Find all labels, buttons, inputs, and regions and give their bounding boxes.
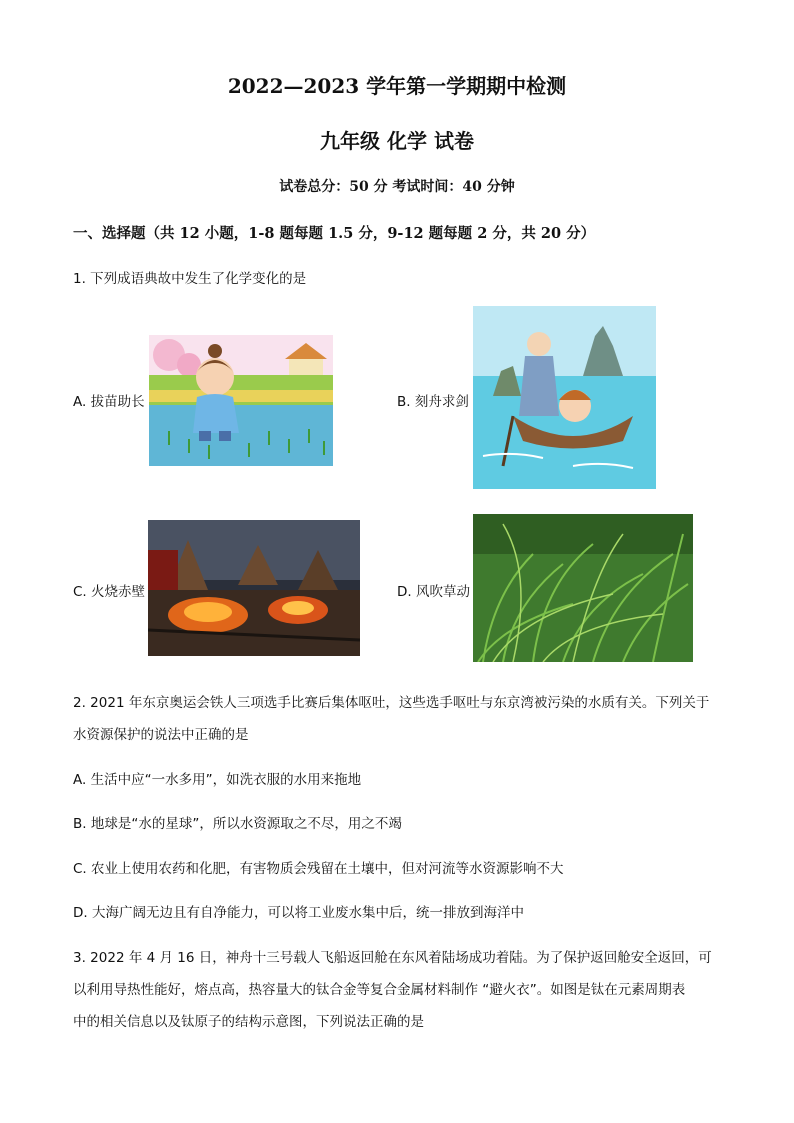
burning-ships-illustration bbox=[148, 520, 360, 656]
exam-info: 试卷总分：50 分 考试时间：40 分钟 bbox=[279, 179, 515, 195]
grass-photo bbox=[473, 514, 693, 662]
q3-stem-line2: 以利用导热性能好，熔点高，热容量大的钛合金等复合金属材料制作 “避火衣”。如图是钛在元素周期表 bbox=[73, 982, 686, 998]
section-heading: 一、选择题（共 12 小题，1-8 题每题 1.5 分，9-12 题每题 2 分，共 20 分） bbox=[73, 225, 596, 242]
boat-on-river-illustration bbox=[473, 306, 656, 489]
exam-subtitle: 九年级 化学 试卷 bbox=[320, 129, 474, 153]
q2-option-d: D. 大海广阔无边且有自净能力，可以将工业废水集中后，统一排放到海洋中 bbox=[73, 905, 524, 921]
q1-stem: 1. 下列成语典故中发生了化学变化的是 bbox=[73, 271, 307, 287]
q2-stem-line2: 水资源保护的说法中正确的是 bbox=[73, 727, 249, 743]
q2-option-c: C. 农业上使用农药和化肥，有害物质会残留在土壤中，但对河流等水资源影响不大 bbox=[73, 861, 564, 877]
q1-option-b: B. 刻舟求剑 bbox=[397, 394, 469, 410]
exam-title: 2022—2023 学年第一学期期中检测 bbox=[227, 74, 567, 98]
q2-option-a: A. 生活中应“一水多用”，如洗衣服的水用来拖地 bbox=[73, 772, 362, 788]
child-planting-rice-illustration bbox=[149, 335, 333, 466]
q2-option-b: B. 地球是“水的星球”，所以水资源取之不尽，用之不竭 bbox=[73, 816, 402, 832]
q2-stem-line1: 2. 2021 年东京奥运会铁人三项选手比赛后集体呕吐，这些选手呕吐与东京湾被污染的水质有关。下列关于 bbox=[73, 695, 710, 711]
q3-stem-line3: 中的相关信息以及钛原子的结构示意图，下列说法正确的是 bbox=[73, 1014, 424, 1030]
q1-option-d: D. 风吹草动 bbox=[397, 584, 470, 600]
q3-stem-line1: 3. 2022 年 4 月 16 日，神舟十三号载人飞船返回舱在东风着陆场成功着陆。为了保护返回舱安全返回，可 bbox=[73, 950, 712, 966]
q1-option-c: C. 火烧赤壁 bbox=[73, 584, 146, 600]
q1-option-a: A. 拔苗助长 bbox=[73, 394, 145, 410]
